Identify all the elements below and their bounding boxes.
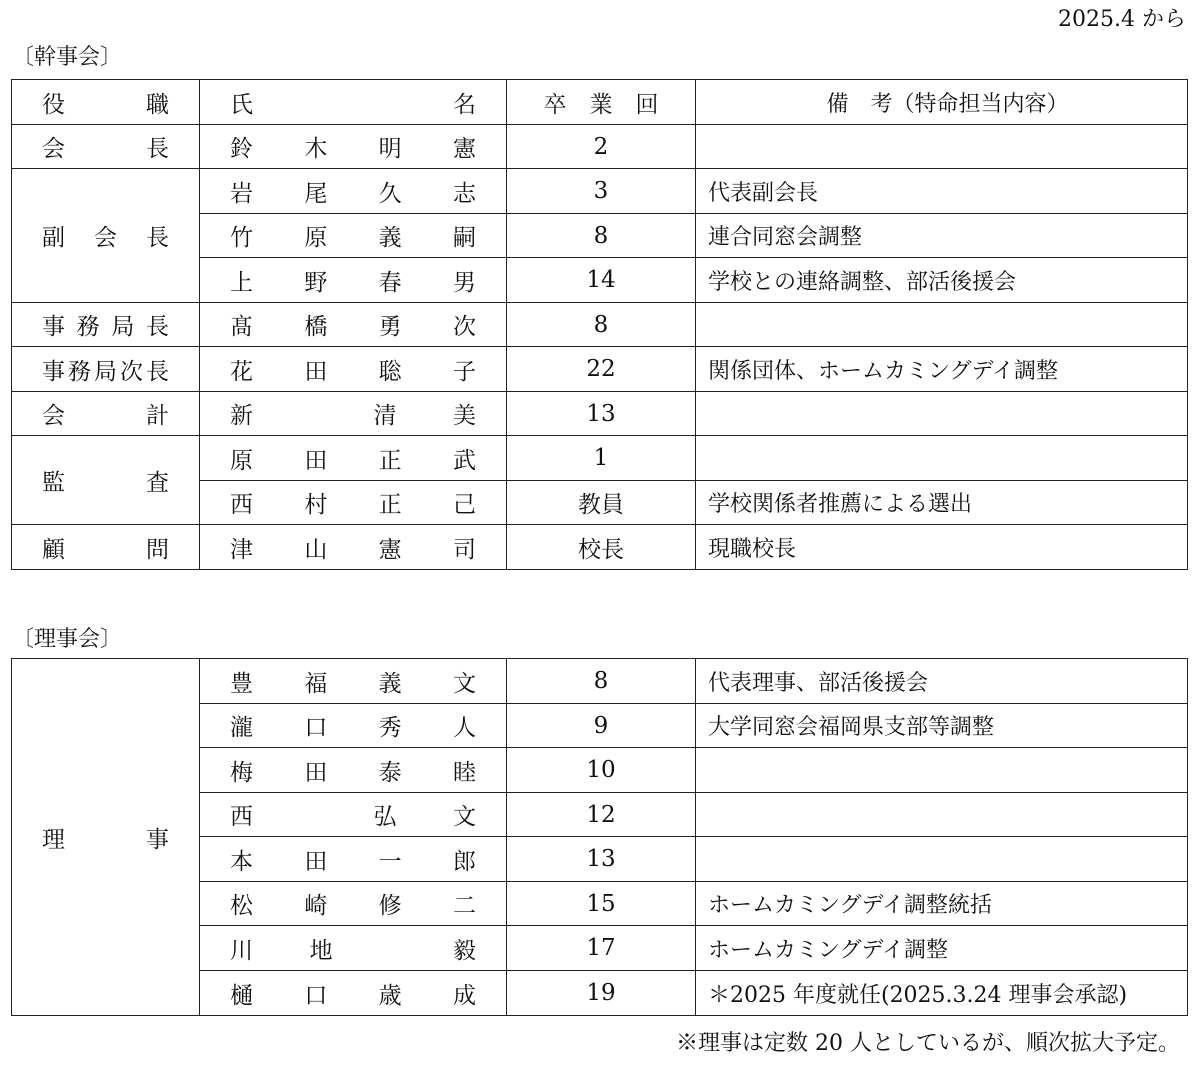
grad-number: 校長 xyxy=(507,525,696,570)
role-cell: 会 計 xyxy=(12,392,200,436)
note-cell xyxy=(696,748,1188,793)
grad-number: 12 xyxy=(507,793,696,837)
note-cell: ホームカミングデイ調整統括 xyxy=(696,882,1188,926)
grad-number: 13 xyxy=(507,837,696,882)
role-cell: 理 事 xyxy=(12,659,200,1016)
date-note: 2025.4 から xyxy=(1058,7,1186,32)
note-cell: 連合同窓会調整 xyxy=(696,214,1188,258)
note-cell: 代表理事、部活後援会 xyxy=(696,659,1188,704)
header-grad: 卒 業 回 xyxy=(507,80,696,125)
note-cell xyxy=(696,436,1188,481)
note-cell: 学校関係者推薦による選出 xyxy=(696,481,1188,525)
member-name: 豊 福 義 文 xyxy=(200,659,507,704)
grad-number: 14 xyxy=(507,258,696,303)
member-name: 梅 田 泰 睦 xyxy=(200,748,507,793)
member-name: 新 清 美 xyxy=(200,392,507,436)
member-name: 津 山 憲 司 xyxy=(200,525,507,570)
member-name: 花 田 聡 子 xyxy=(200,347,507,392)
table-row xyxy=(12,347,1188,392)
header-name: 氏 名 xyxy=(200,80,507,125)
header-row xyxy=(12,80,1188,125)
note-cell: 関係団体、ホームカミングデイ調整 xyxy=(696,347,1188,392)
grad-number: 2 xyxy=(507,125,696,169)
role-cell: 事 務 局 次 長 xyxy=(12,347,200,392)
note-cell xyxy=(696,303,1188,347)
grad-number: 17 xyxy=(507,926,696,971)
role-cell: 副 会 長 xyxy=(12,169,200,303)
grad-number: 9 xyxy=(507,704,696,748)
grad-number: 13 xyxy=(507,392,696,436)
role-cell: 監 査 xyxy=(12,436,200,525)
member-name: 川 地 毅 xyxy=(200,926,507,971)
note-cell xyxy=(696,793,1188,837)
grad-number: 19 xyxy=(507,971,696,1016)
note-cell: 学校との連絡調整、部活後援会 xyxy=(696,258,1188,303)
grad-number: 10 xyxy=(507,748,696,793)
member-name: 西 村 正 己 xyxy=(200,481,507,525)
table-row xyxy=(12,392,1188,436)
table-row xyxy=(12,303,1188,347)
grad-number: 1 xyxy=(507,436,696,481)
header-role: 役 職 xyxy=(12,80,200,125)
member-name: 樋 口 歳 成 xyxy=(200,971,507,1016)
grad-number: 8 xyxy=(507,659,696,704)
note-cell: 大学同窓会福岡県支部等調整 xyxy=(696,704,1188,748)
note-cell xyxy=(696,125,1188,169)
footnote: ※理事は定数 20 人としているが、順次拡大予定。 xyxy=(676,1031,1180,1056)
member-name: 上 野 春 男 xyxy=(200,258,507,303)
header-note: 備 考（特命担当内容） xyxy=(696,80,1188,125)
role-cell: 事 務 局 長 xyxy=(12,303,200,347)
table-row xyxy=(12,169,1188,214)
riji-section-title: 〔理事会〕 xyxy=(12,627,123,652)
kanji-table xyxy=(11,79,1188,570)
note-cell: 現職校長 xyxy=(696,525,1188,570)
grad-number: 3 xyxy=(507,169,696,214)
table-row xyxy=(12,436,1188,481)
member-name: 竹 原 義 嗣 xyxy=(200,214,507,258)
riji-table xyxy=(11,658,1188,1016)
role-cell: 会 長 xyxy=(12,125,200,169)
member-name: 原 田 正 武 xyxy=(200,436,507,481)
table-row xyxy=(12,659,1188,704)
grad-number: 22 xyxy=(507,347,696,392)
member-name: 鈴 木 明 憲 xyxy=(200,125,507,169)
member-name: 本 田 一 郎 xyxy=(200,837,507,882)
member-name: 髙 橋 勇 次 xyxy=(200,303,507,347)
grad-number: 8 xyxy=(507,214,696,258)
note-cell: ホームカミングデイ調整 xyxy=(696,926,1188,971)
role-cell: 顧 問 xyxy=(12,525,200,570)
note-cell: ＊2025 年度就任(2025.3.24 理事会承認) xyxy=(696,971,1188,1016)
note-cell: 代表副会長 xyxy=(696,169,1188,214)
grad-number: 15 xyxy=(507,882,696,926)
member-name: 岩 尾 久 志 xyxy=(200,169,507,214)
member-name: 松 崎 修 二 xyxy=(200,882,507,926)
table-row xyxy=(12,125,1188,169)
grad-number: 教員 xyxy=(507,481,696,525)
member-name: 西 弘 文 xyxy=(200,793,507,837)
table-row xyxy=(12,525,1188,570)
member-name: 瀧 口 秀 人 xyxy=(200,704,507,748)
grad-number: 8 xyxy=(507,303,696,347)
note-cell xyxy=(696,392,1188,436)
kanji-section-title: 〔幹事会〕 xyxy=(12,45,123,70)
note-cell xyxy=(696,837,1188,882)
